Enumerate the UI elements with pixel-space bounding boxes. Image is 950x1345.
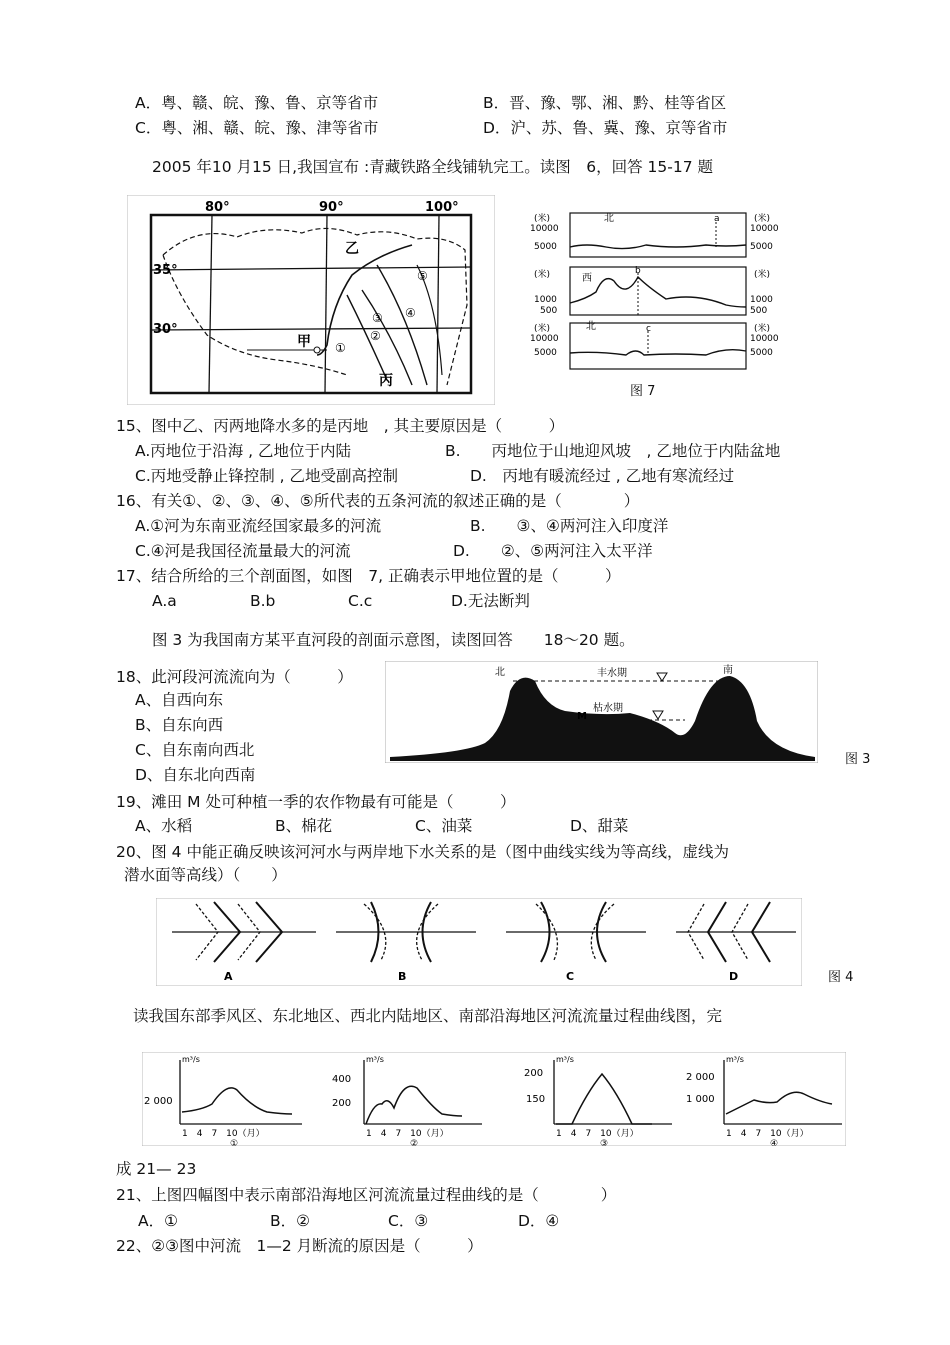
q15-option-a: A.丙地位于沿海 , 乙地位于内陆 xyxy=(135,442,352,460)
fig3-south: 南 xyxy=(723,665,733,676)
q16-option-c: C.④河是我国径流量最大的河流 xyxy=(135,542,351,560)
p2-west: 西 xyxy=(582,273,592,284)
p1-unit-left: (米) xyxy=(534,214,551,224)
g2-ytick: 400 xyxy=(332,1074,352,1085)
fig3-flood-label: 丰水期 xyxy=(597,668,627,679)
option-line-1a: A．粤、赣、皖、豫、鲁、京等省市 xyxy=(135,94,379,112)
g3-ytick: 200 xyxy=(524,1068,544,1079)
g4-unit: m³/s xyxy=(726,1055,744,1064)
g1-ytick: 2 000 xyxy=(144,1096,173,1107)
g2-xticks: 1 4 7 10（月） xyxy=(366,1129,449,1139)
fig4-label-a: A xyxy=(224,970,233,983)
fig3-m-label: M xyxy=(577,711,587,722)
g4-number: ④ xyxy=(770,1139,779,1146)
contour-figure-4 xyxy=(156,898,802,986)
intro-qinghai-tibet: 2005 年10 月15 日,我国宣布 :青藏铁路全线铺轨完工。读图 6，回答 15-17 题 xyxy=(152,158,714,176)
q18-option-a: A、自西向东 xyxy=(135,691,224,709)
p3-unit-left: (米) xyxy=(534,324,551,334)
map-river-1: ① xyxy=(335,341,346,355)
map-river-3: ③ xyxy=(372,311,383,325)
q21-option-a: A．① xyxy=(138,1212,178,1230)
p3-10000: 10000 xyxy=(530,334,559,344)
option-line-1b: B．晋、豫、鄂、湘、黔、桂等省区 xyxy=(483,94,727,112)
q18-stem: 18、此河段河流流向为（ ） xyxy=(116,668,353,686)
q15-option-c: C.丙地受静止锋控制 , 乙地受副高控制 xyxy=(135,467,399,485)
intro-flow-curves: 读我国东部季风区、东北地区、西北内陆地区、南部沿海地区河流流量过程曲线图，完 xyxy=(133,1007,723,1025)
q16-option-a: A.①河为东南亚流经国家最多的河流 xyxy=(135,517,382,535)
q15-option-d: D. 丙地有暖流经过 , 乙地有寒流经过 xyxy=(470,467,735,485)
p3-north: 北 xyxy=(586,321,596,332)
map-lon-100: 100° xyxy=(425,200,459,215)
p2-1000r: 1000 xyxy=(750,295,773,305)
q21-option-b: B．② xyxy=(270,1212,311,1230)
q19-option-a: A、水稻 xyxy=(135,817,193,835)
q19-option-b: B、棉花 xyxy=(275,817,333,835)
map-lon-90: 90° xyxy=(319,200,344,215)
q17-option-d: D.无法断判 xyxy=(451,592,530,610)
option-line-2a: C．粤、湘、赣、皖、豫、津等省市 xyxy=(135,119,379,137)
g3-xticks: 1 4 7 10（月） xyxy=(556,1129,639,1139)
q17-stem: 17、结合所给的三个剖面图，如图 7, 正确表示甲地位置的是（ ） xyxy=(116,567,621,585)
p2-500r: 500 xyxy=(750,306,768,316)
p1-10000: 10000 xyxy=(530,224,559,234)
g1-unit: m³/s xyxy=(182,1055,200,1064)
g3-ytick-2: 150 xyxy=(526,1094,546,1105)
map-river-4: ④ xyxy=(405,306,416,320)
q18-option-d: D、自东北向西南 xyxy=(135,766,256,784)
fig3-dry-label: 枯水期 xyxy=(593,703,623,714)
p3-10000r: 10000 xyxy=(750,334,779,344)
q21-option-c: C．③ xyxy=(388,1212,429,1230)
map-river-5: ⑤ xyxy=(417,269,428,283)
option-line-2b: D．沪、苏、鲁、冀、豫、京等省市 xyxy=(483,119,728,137)
p1-5000: 5000 xyxy=(534,242,557,252)
q15-option-b: B. 丙地位于山地迎风坡 , 乙地位于内陆盆地 xyxy=(445,442,781,460)
q17-option-c: C.c xyxy=(348,592,373,610)
map-lat-30: 30° xyxy=(153,322,178,337)
q16-option-b: B. ③、④两河注入印度洋 xyxy=(470,517,669,535)
q17-option-a: A.a xyxy=(152,592,177,610)
g3-unit: m³/s xyxy=(556,1055,574,1064)
g2-number: ② xyxy=(410,1139,419,1146)
p2-unit-left: (米) xyxy=(534,270,551,280)
q16-option-d: D. ②、⑤两河注入太平洋 xyxy=(453,542,653,560)
p2-b: b xyxy=(635,266,641,276)
fig4-caption: 图 4 xyxy=(828,970,854,985)
fig4-label-d: D xyxy=(729,970,739,983)
g1-number: ① xyxy=(230,1139,239,1146)
map-lat-35: 35° xyxy=(153,263,178,278)
q16-stem: 16、有关①、②、③、④、⑤所代表的五条河流的叙述正确的是（ ） xyxy=(116,492,640,510)
p1-a: a xyxy=(714,214,720,224)
q21-option-d: D．④ xyxy=(518,1212,560,1230)
g3-number: ③ xyxy=(600,1139,609,1146)
fig7-caption: 图 7 xyxy=(630,384,656,399)
p3-5000: 5000 xyxy=(534,348,557,358)
fig3-north: 北 xyxy=(495,667,505,678)
p3-c: c xyxy=(646,324,651,334)
g4-ytick: 2 000 xyxy=(686,1072,715,1083)
p2-unit-right: (米) xyxy=(754,270,771,280)
g4-ytick-2: 1 000 xyxy=(686,1094,715,1105)
g1-xticks: 1 4 7 10（月） xyxy=(182,1129,265,1139)
map-river-2: ② xyxy=(370,329,381,343)
fig4-label-c: C xyxy=(566,970,575,983)
q15-stem: 15、图中乙、丙两地降水多的是丙地 , 其主要原因是（ ） xyxy=(116,417,565,435)
g2-unit: m³/s xyxy=(366,1055,384,1064)
map-label-bing: 丙 xyxy=(379,373,393,389)
g4-xticks: 1 4 7 10（月） xyxy=(726,1129,809,1139)
p2-1000: 1000 xyxy=(534,295,557,305)
q19-option-d: D、甜菜 xyxy=(570,817,629,835)
fig3-caption: 图 3 xyxy=(845,752,871,767)
q19-stem: 19、滩田 M 处可种植一季的农作物最有可能是（ ） xyxy=(116,793,516,811)
q18-option-b: B、自东向西 xyxy=(135,716,224,734)
q21-stem: 21、上图四幅图中表示南部沿海地区河流流量过程曲线的是（ ） xyxy=(116,1186,617,1204)
p1-5000r: 5000 xyxy=(750,242,773,252)
profile-figure-7 xyxy=(526,207,804,375)
flow-hydrograph-figure xyxy=(142,1052,846,1146)
p2-500: 500 xyxy=(540,306,558,316)
p3-5000r: 5000 xyxy=(750,348,773,358)
map-label-jia: 甲 xyxy=(297,334,311,350)
p1-unit-right: (米) xyxy=(754,214,771,224)
q22-stem: 22、②③图中河流 1—2 月断流的原因是（ ） xyxy=(116,1237,483,1255)
intro-river-section: 图 3 为我国南方某平直河段的剖面示意图，读图回答 18～20 题。 xyxy=(152,631,635,649)
q18-option-c: C、自东南向西北 xyxy=(135,741,255,759)
intro-flow-cont: 成 21— 23 xyxy=(116,1160,197,1178)
q19-option-c: C、油菜 xyxy=(415,817,473,835)
fig4-label-b: B xyxy=(398,970,407,983)
g2-ytick-2: 200 xyxy=(332,1098,352,1109)
q20-stem: 20、图 4 中能正确反映该河河水与两岸地下水关系的是（图中曲线实线为等高线，虚线为 xyxy=(116,843,729,861)
map-label-yi: 乙 xyxy=(345,241,359,257)
p3-unit-right: (米) xyxy=(754,324,771,334)
q20-stem-cont: 潜水面等高线）（ ） xyxy=(124,866,287,884)
map-figure xyxy=(127,195,495,405)
p1-north: 北 xyxy=(604,213,614,224)
map-lon-80: 80° xyxy=(205,200,230,215)
river-section-figure-3 xyxy=(385,661,818,763)
p1-10000r: 10000 xyxy=(750,224,779,234)
q17-option-b: B.b xyxy=(250,592,276,610)
